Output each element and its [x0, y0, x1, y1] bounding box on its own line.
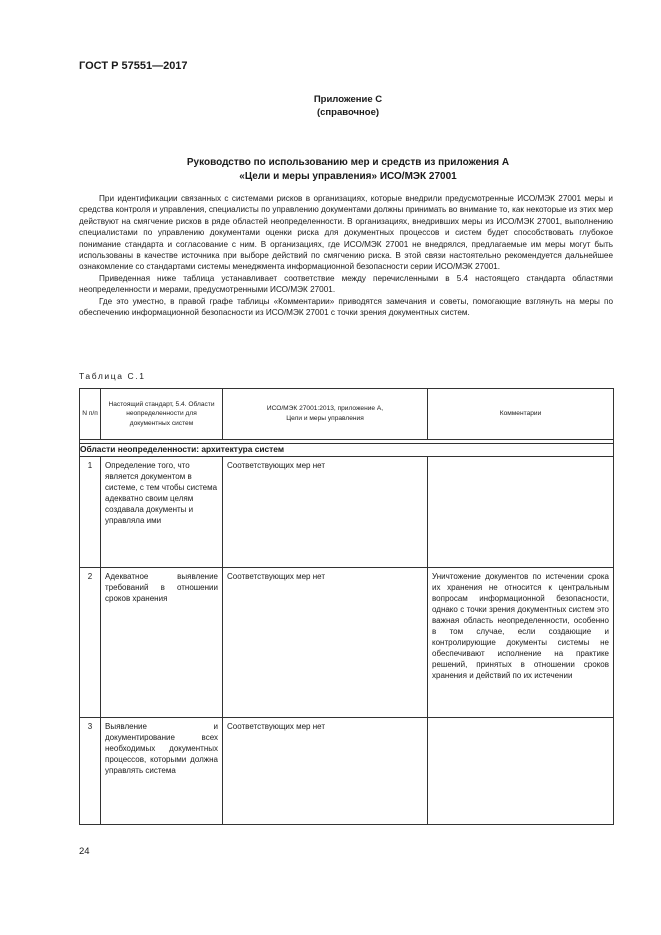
table-row	[80, 718, 614, 825]
table-row	[80, 568, 614, 718]
table-row	[80, 457, 614, 568]
row-comment: Уничтожение документов по истечении срока их хранения не относится к центральным вопросам информационной безопасности, однако с точки зрения документных систем это важная область неопределенности, особенно в том случае, если создающие и контролирующие документы системы не обеспечивают исполнение на практике решений, принятых в отношении сроков хранения и действий по их истечении	[428, 568, 614, 718]
document-title-line-2: «Цели и меры управления» ИСО/МЭК 27001	[239, 171, 457, 182]
header-num: N п/п	[80, 389, 101, 440]
row-num: 3	[80, 718, 101, 825]
header-iso: ИСО/МЭК 27001:2013, приложение А, Цели и меры управления	[223, 389, 428, 440]
row-iso: Соответствующих мер нет	[223, 568, 428, 718]
mapping-table	[79, 388, 614, 825]
row-area: Адекватное выявление требований в отношении сроков хранения	[101, 568, 223, 718]
table-caption: Таблица С.1	[79, 371, 146, 381]
header-comments: Комментарии	[428, 389, 614, 440]
row-area: Выявление и документирование всех необходимых документных процессов, которыми должна управлять система	[101, 718, 223, 825]
page-number: 24	[79, 846, 90, 857]
table-header-row	[80, 389, 614, 440]
row-area: Определение того, что является документом в системе, с тем чтобы система адекватно своим целям создавала документы и управляла ими	[101, 457, 223, 568]
annex-title: Приложение С	[313, 94, 383, 105]
section-row	[80, 444, 614, 457]
annex-heading	[0, 93, 661, 119]
row-comment	[428, 457, 614, 568]
paragraph-3: Где это уместно, в правой графе таблицы «Комментарии» приводятся замечания и советы, помогающие взглянуть на меры по обеспечению информационной безопасности из ИСО/МЭК 27001 с точки зрения документных систем.	[79, 296, 613, 318]
body-text	[79, 193, 613, 318]
paragraph-1: При идентификации связанных с системами рисков в организациях, которые внедрили предусмотренные ИСО/МЭК 27001 меры и средства контроля и управления, специалисты по управлению документами должны принимать во внимание то, как некоторые из этих мер действуют на смягчение рисков в ряде областей неопределенности. В организациях, внедривших меры из ИСО/МЭК 27001, выполнению специалистами по управлению документами оценки риска для документных процессов и систем будет способствовать глубокое понимание стандарта и согласование с ним. В организациях, где ИСО/МЭК 27001 не внедрялся, предлагаемые им меры могут быть использованы в качестве источника при выборе действий по смягчению риска. В этой связи настоятельно рекомендуется дальнейшее ознакомление со стандартами системы менеджмента информационной безопасности серии ИСО/МЭК 27001.	[79, 194, 613, 272]
row-num: 2	[80, 568, 101, 718]
header-area: Настоящий стандарт, 5.4. Области неопределенности для документных систем	[101, 389, 223, 440]
row-iso: Соответствующих мер нет	[223, 718, 428, 825]
row-iso: Соответствующих мер нет	[223, 457, 428, 568]
row-num: 1	[80, 457, 101, 568]
document-title-line-1: Руководство по использованию мер и средств из приложения А	[186, 157, 510, 168]
standard-designation: ГОСТ Р 57551—2017	[79, 60, 188, 72]
paragraph-2: Приведенная ниже таблица устанавливает соответствие между перечисленными в 5.4 настоящего стандарта областями неопределенности и мерами, предусмотренными ИСО/МЭК 27001.	[79, 273, 613, 295]
annex-subtitle: (справочное)	[316, 107, 380, 118]
document-title	[0, 156, 661, 184]
row-comment	[428, 718, 614, 825]
section-title: Области неопределенности: архитектура систем	[80, 444, 614, 457]
